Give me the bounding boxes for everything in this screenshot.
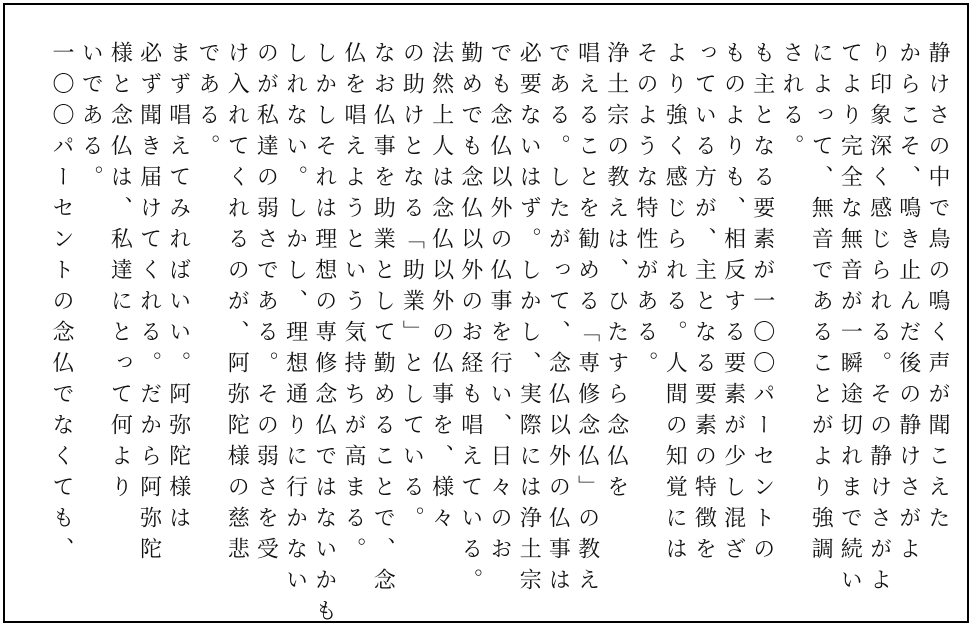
text-column: しかしそれは理想の専修念仏ではないかも (311, 41, 337, 630)
text-column: 浄土宗の教えは、ひたすら念仏を (603, 41, 629, 506)
text-column: からこそ、鳴き止んだ後の静けさがよ (895, 41, 921, 568)
text-column: まず唱えてみればいい。阿弥陀様は (165, 41, 191, 537)
text-column: 勤めでも念仏以外のお経も唱えている。 (457, 41, 483, 599)
text-column: てより完全な無音が一瞬途切れまで続い (837, 41, 863, 599)
vertical-text-block (5, 5, 967, 630)
text-column: なお仏事を助業として勤めることで、念 (370, 41, 396, 599)
text-column: より強く感じられる。人間の知覚には (662, 41, 688, 568)
text-column: でも念仏以外の仏事を行い、日々のお (487, 41, 512, 568)
text-column: の助けとなる「助業」としている。 (399, 41, 425, 537)
text-column: け入れてくれるのが、阿弥陀様の慈悲 (224, 41, 250, 568)
text-column: 法然上人は念仏以外の仏事を、様々 (428, 41, 454, 537)
text-column: り印象深く感じられる。その静けさがよ (866, 41, 892, 599)
text-column: 唱えることを勧める「専修念仏」の教え (574, 41, 600, 599)
text-column: そのような特性がある。 (633, 41, 658, 382)
text-column: 必要ないはず。しかし、実際には浄土宗 (516, 41, 542, 599)
text-column: ものよりも、相反する要素が少し混ざ (720, 41, 746, 568)
text-column: っている方が、主となる要素の特徴を (691, 41, 717, 568)
text-column: である。 (195, 41, 220, 165)
text-column: される。 (779, 41, 804, 165)
text-column: 必ず聞き届けてくれる。だから阿弥陀 (136, 41, 162, 568)
document-page (3, 3, 969, 630)
text-column: 仏を唱えようという気持ちが高まる。 (341, 41, 366, 568)
text-column: である。したがって、念仏以外の仏事は (545, 41, 571, 599)
text-column: しれない。しかし、理想通りに行かない (282, 41, 308, 599)
text-column: も主となる要素が一〇〇パーセントの (749, 41, 775, 568)
text-column: のが私達の弱さである。その弱さを受 (253, 41, 279, 568)
text-column: 様と念仏は、私達にとって何より (107, 41, 133, 506)
text-column: いである。 (78, 41, 104, 196)
text-column: 静けさの中で鳥の鳴く声が聞こえた (925, 41, 950, 537)
text-column: によって、無音であることがより強調 (808, 41, 834, 568)
text-column: 一〇〇パーセントの念仏でなくても、 (49, 41, 74, 568)
